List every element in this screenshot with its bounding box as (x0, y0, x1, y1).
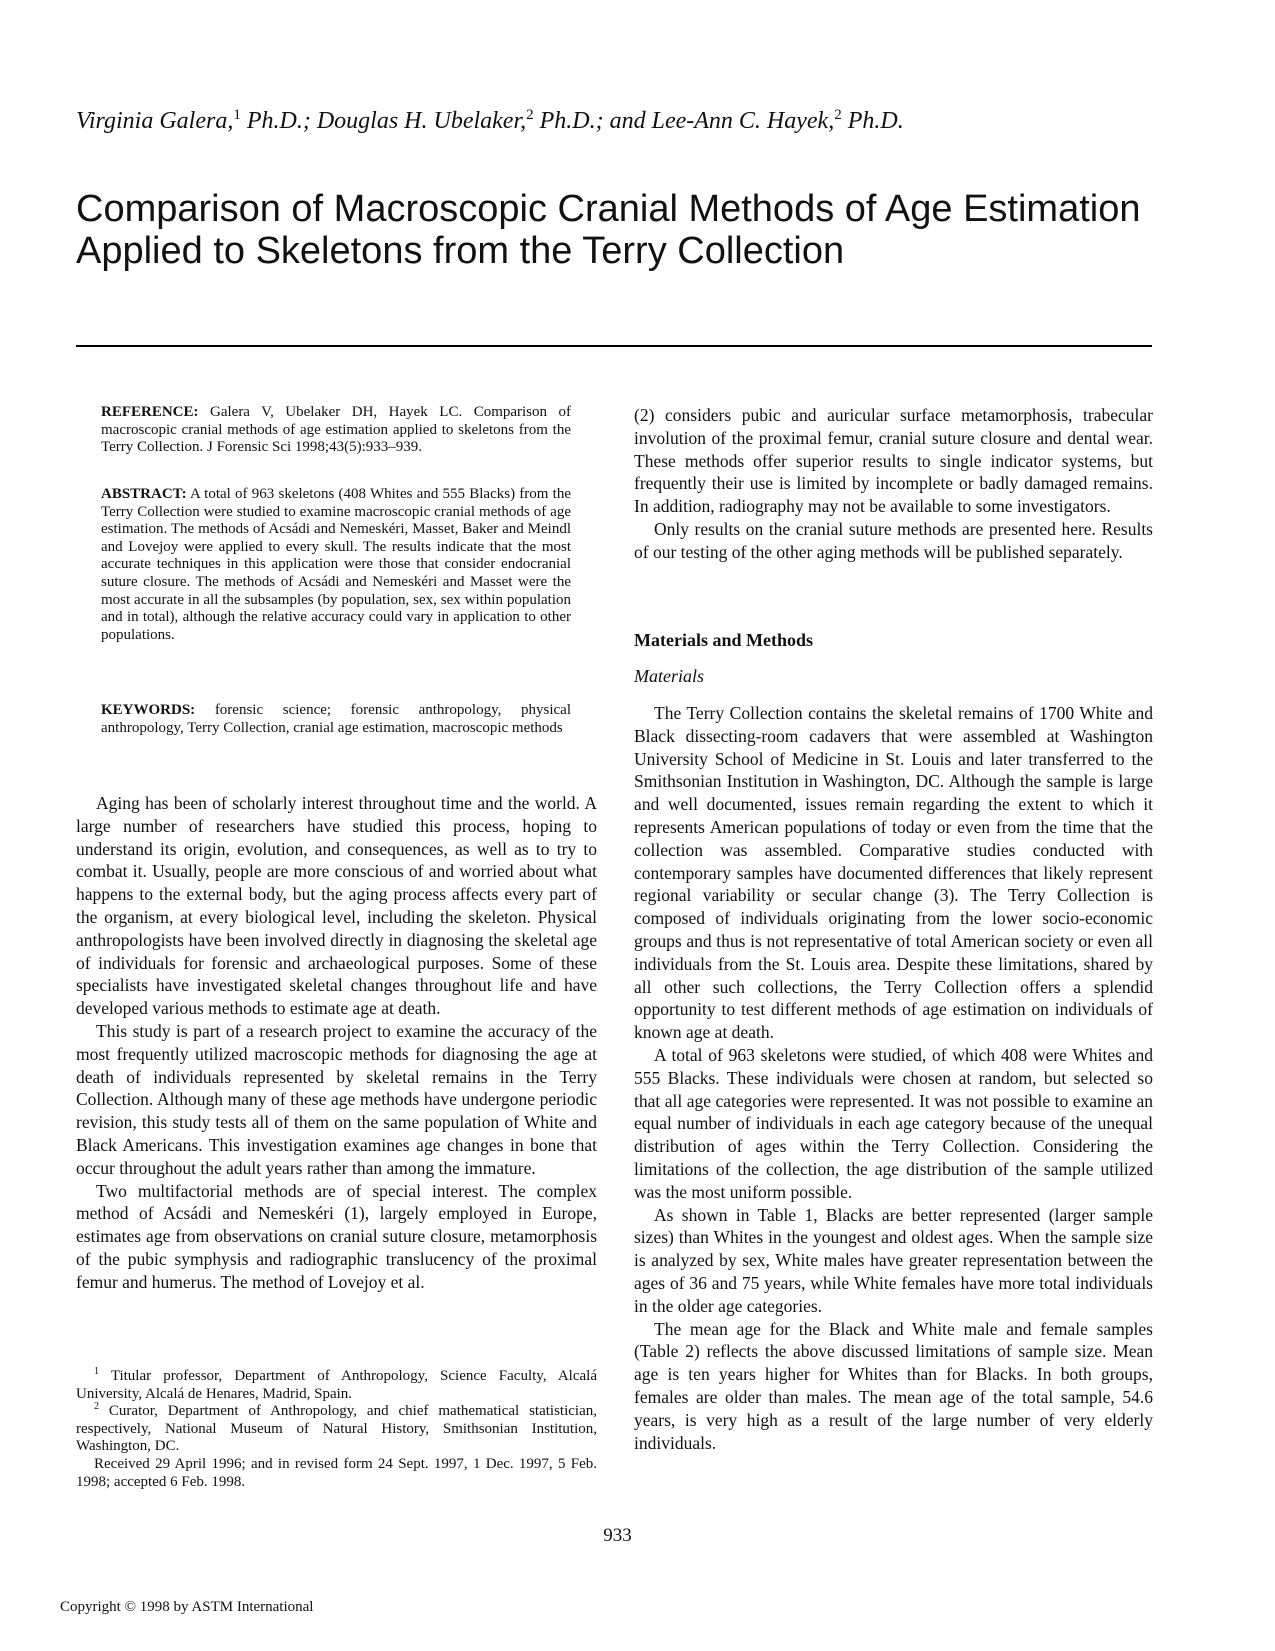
keywords-label: KEYWORDS: (101, 702, 196, 718)
footnote-1 (76, 1368, 597, 1403)
abstract-block (101, 486, 571, 644)
reference-block (101, 404, 571, 457)
abstract-label: ABSTRACT: (101, 486, 187, 502)
body-paragraph: This study is part of a research project to examine the accuracy of the most frequently utilized macroscopic methods for diagnosing the age at death of individuals represented by skeletal remains in the Terry Collection. Although many of these age methods have undergone periodic revision, this study tests all of them on the same population of White and Black Americans. This investigation examines age changes in bone that occur throughout the adult years rather than among the immature. (76, 1020, 597, 1178)
author-3-affiliation-mark: 2 (834, 107, 842, 123)
body-paragraph: Aging has been of scholarly interest throughout time and the world. A large number of researchers have studied this process, hoping to understand its origin, evolution, and consequences, as well as to try to combat it. Usually, people are more conscious of and worried about what happens to the external body, but the aging process affects every part of the organism, at every biological level, including the skeleton. Physical anthropologists have been involved directly in diagnosing the skeletal age of individuals for forensic and archaeological purposes. Some of these specialists have investigated skeletal changes throughout life and have developed various methods to estimate age at death. (76, 793, 597, 1019)
body-paragraph: Only results on the cranial suture methods are presented here. Results of our testing of the other aging methods will be published separately. (634, 518, 1153, 562)
author-1: Virginia Galera, (76, 108, 234, 134)
body-paragraph: The Terry Collection contains the skeletal remains of 1700 White and Black dissecting-room cadavers that were assembled at Washington University School of Medicine in St. Louis and later transferred to the Smithsonian Institution in Washington, DC. Although the sample is large and well documented, issues remain regarding the extent to which it represents American populations of today or even from the time that the collection was assembled. Comparative studies conducted with contemporary samples have documented differences that likely represent regional variability or secular change (3). The Terry Collection is composed of individuals originating from the lower socio-economic groups and thus is not representative of total American society or even all individuals from the St. Louis area. Despite these limitations, shared by all other such collections, the Terry Collection offers a splendid opportunity to test different methods of age estimation on individuals of known age at death. (634, 703, 1153, 1043)
body-paragraph: As shown in Table 1, Blacks are better represented (larger sample sizes) than Whites in the youngest and oldest ages. When the sample size is analyzed by sex, White males have greater representation between the ages of 36 and 75 years, while White females have more total individuals in the older age categories. (634, 1204, 1153, 1316)
footnote-1-text: Titular professor, Department of Anthropology, Science Faculty, Alcalá University, Alcalá de Henares, Madrid, Spain. (76, 1368, 597, 1402)
title-rule (76, 345, 1152, 347)
footnote-2 (76, 1403, 597, 1456)
abstract-text: A total of 963 skeletons (408 Whites and 555 Blacks) from the Terry Collection were studied to examine macroscopic cranial methods of age estimation. The methods of Acsádi and Nemeskéri, Masset, Baker and Meindl and Lovejoy were applied to every skull. The results indicate that the most accurate techniques in this application were those that consider endocranial suture closure. The methods of Acsádi and Nemeskéri and Masset were the most accurate in all the subsamples (by population, sex, sex within population and in total), although the relative accuracy could vary in application to other populations. (101, 486, 571, 643)
body-paragraph: The mean age for the Black and White male and female samples (Table 2) reflects the above discussed limitations of sample size. Mean age is ten years higher for Whites than for Blacks. In both groups, females are older than males. The mean age of the total sample, 54.6 years, is very high as a result of the large number of very elderly individuals. (634, 1318, 1153, 1453)
author-1-affiliation-mark: 1 (233, 107, 241, 123)
copyright-notice: Copyright © 1998 by ASTM International (60, 1599, 314, 1615)
keywords-block (101, 702, 571, 737)
page-number: 933 (603, 1525, 632, 1546)
footnote-2-mark: 2 (94, 1401, 99, 1413)
author-3-degree: Ph.D. (841, 108, 904, 134)
paper-title-line-2: Applied to Skeletons from the Terry Collection (76, 230, 845, 272)
footnotes (76, 1368, 597, 1491)
footnote-2-text: Curator, Department of Anthropology, and chief mathematical statistician, respectively, National Museum of Natural History, Smithsonian Institution, Washington, DC. (76, 1403, 597, 1455)
received-dates: Received 29 April 1996; and in revised form 24 Sept. 1997, 1 Dec. 1997, 5 Feb. 1998; accepted 6 Feb. 1998. (76, 1455, 597, 1490)
subsection-heading: Materials (634, 666, 704, 686)
left-column-body (76, 792, 597, 1294)
author-2-affiliation-mark: 2 (526, 107, 534, 123)
author-3: Ph.D.; and Lee-Ann C. Hayek, (533, 108, 835, 134)
body-paragraph: (2) considers pubic and auricular surface metamorphosis, trabecular involution of the proximal femur, cranial suture closure and dental wear. These methods offer superior results to single indicator systems, but frequently their use is limited by incomplete or badly damaged remains. In addition, radiography may not be available to some investigators. (634, 405, 1153, 517)
paper-title (76, 188, 1186, 272)
body-paragraph: Two multifactorial methods are of special interest. The complex method of Acsádi and Nemeskéri (1), largely employed in Europe, estimates age from observations on cranial suture closure, metamorphosis of the pubic symphysis and radiographic translucency of the proximal femur and humerus. The method of Lovejoy et al. (76, 1180, 597, 1292)
body-paragraph: A total of 963 skeletons were studied, of which 408 were Whites and 555 Blacks. These individuals were chosen at random, but selected so that all age categories were represented. It was not possible to examine an equal number of individuals in each age category because of the unequal distribution of ages within the Terry Collection. Considering the limitations of the collection, the age distribution of the sample utilized was the most uniform possible. (634, 1044, 1153, 1202)
author-line (76, 108, 1176, 135)
reference-text: Galera V, Ubelaker DH, Hayek LC. Comparison of macroscopic cranial methods of age estimation applied to skeletons from the Terry Collection. J Forensic Sci 1998;43(5):933–939. (101, 404, 571, 456)
footnote-1-mark: 1 (94, 1366, 99, 1377)
paper-title-line-1: Comparison of Macroscopic Cranial Methods of Age Estimation (76, 188, 1141, 230)
keywords-text: forensic science; forensic anthropology, physical anthropology, Terry Collection, cranial age estimation, macroscopic methods (101, 702, 571, 736)
reference-label: REFERENCE: (101, 404, 199, 420)
right-column-body (634, 702, 1153, 1454)
author-2: Ph.D.; Douglas H. Ubelaker, (240, 108, 527, 134)
section-heading: Materials and Methods (634, 630, 813, 650)
right-column-continuation (634, 404, 1153, 564)
